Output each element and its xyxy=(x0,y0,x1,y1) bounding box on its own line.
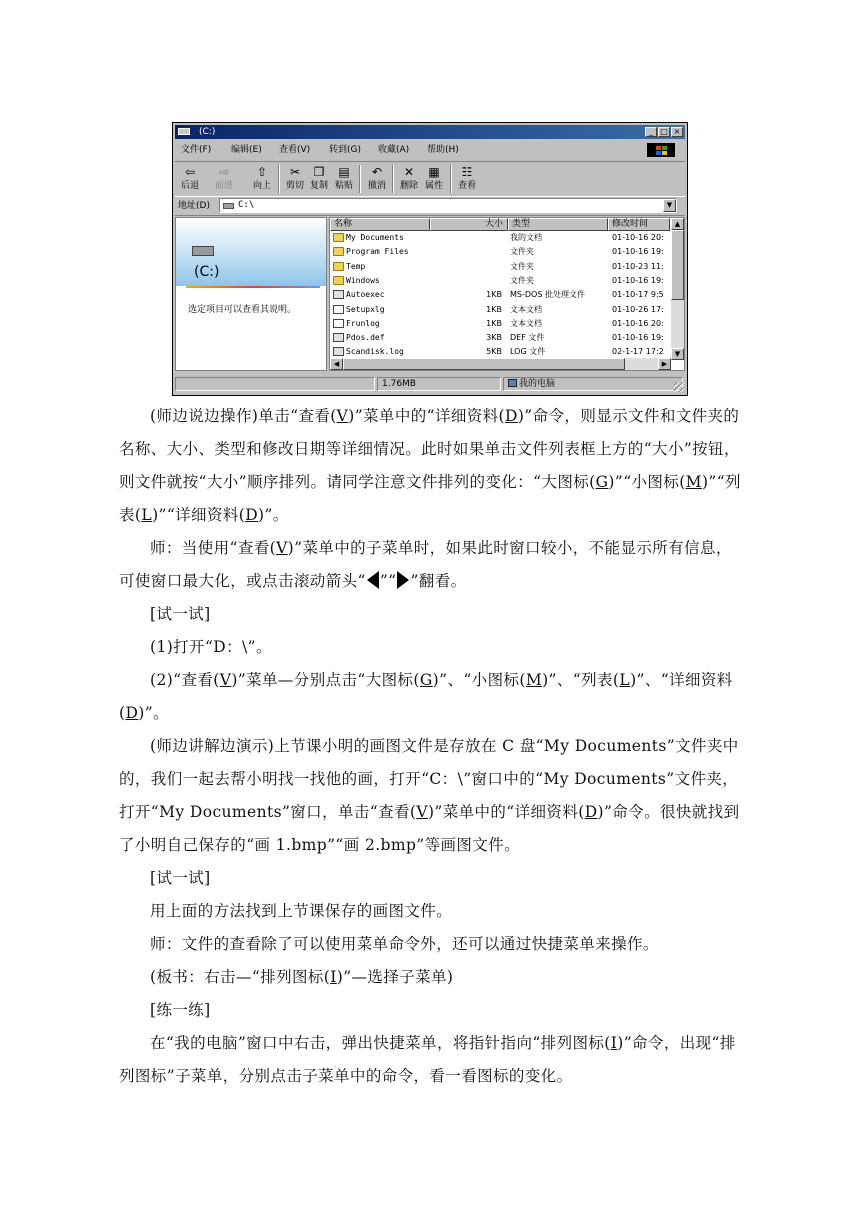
file-name: Windows xyxy=(346,275,380,285)
drive-label: (C:) xyxy=(194,264,220,280)
maximize-button[interactable]: □ xyxy=(658,127,670,137)
file-type: DEF 文件 xyxy=(510,333,545,343)
address-bar xyxy=(175,197,685,216)
paragraph-1: (师边说边操作)单击“查看(V)”菜单中的“详细资料(D)”命令，则显示文件和文件夹的名称、大小、类型和修改日期等详细情况。此时如果单击文件列表框上方的“大小”按钮，则文件就按“大小”顺序排列。请同学注意文件排列的变化：“大图标(G)”“小图标(M)”“列表(L)”“详细资料(D)”。 xyxy=(119,407,741,524)
file-row[interactable] xyxy=(330,288,670,302)
up-folder-icon: ⇧ xyxy=(256,165,268,179)
status-panel-empty xyxy=(175,377,375,391)
folder-icon xyxy=(333,262,344,271)
file-row[interactable] xyxy=(330,331,670,345)
title-bar[interactable] xyxy=(175,125,685,139)
paragraph-7: [试一试] xyxy=(150,869,211,887)
status-size: 1.76MB xyxy=(377,377,501,391)
copy-button[interactable]: ❐ 复制 xyxy=(309,165,328,191)
menu-edit[interactable]: 编辑(E) xyxy=(231,145,262,155)
forward-arrow-icon: ⇨ xyxy=(218,165,230,179)
file-name: Program Files xyxy=(346,247,409,257)
horizontal-scrollbar[interactable] xyxy=(330,358,671,370)
file-type: 文件夹 xyxy=(510,247,534,257)
paragraph-4: (1)打开“D：\”。 xyxy=(150,638,272,656)
file-row[interactable] xyxy=(330,274,670,288)
menu-help[interactable]: 帮助(H) xyxy=(427,145,459,155)
right-arrow-icon xyxy=(397,571,409,589)
window-title: (C:) xyxy=(199,127,216,137)
column-modified[interactable]: 修改时间 xyxy=(608,218,670,231)
file-name: Pdos.def xyxy=(346,333,385,343)
file-size: 3KB xyxy=(486,333,502,343)
file-size: 1KB xyxy=(486,318,502,328)
minimize-button[interactable]: _ xyxy=(645,127,657,137)
column-name[interactable]: 名称 xyxy=(330,218,430,231)
left-arrow-icon xyxy=(367,571,379,589)
back-arrow-icon: ⇦ xyxy=(184,165,196,179)
drive-icon xyxy=(178,128,190,135)
address-dropdown-button[interactable]: ▼ xyxy=(663,199,676,212)
up-button[interactable]: ⇧ 向上 xyxy=(252,165,271,191)
file-type: 文件夹 xyxy=(510,275,534,285)
file-name: Temp xyxy=(346,261,366,271)
file-icon xyxy=(333,347,344,356)
paste-button[interactable]: ▤ 粘贴 xyxy=(334,165,353,191)
undo-button[interactable]: ↶ 撤消 xyxy=(367,165,386,191)
selection-hint: 选定项目可以查看其说明。 xyxy=(188,305,297,315)
web-view-pane xyxy=(175,217,327,371)
back-button[interactable]: ⇦ 后退 xyxy=(180,165,199,191)
scroll-left-icon[interactable]: ◀ xyxy=(330,358,343,370)
scroll-right-icon[interactable]: ▶ xyxy=(658,358,671,370)
explorer-window xyxy=(172,122,688,396)
text-file-icon xyxy=(333,305,344,314)
paragraph-5: (2)“查看(V)”菜单—分别点击“大图标(G)”、“小图标(M)”、“列表(L)”、“详细资料(D)”。 xyxy=(119,671,733,722)
file-modified: 01-10-26 17: xyxy=(612,304,664,314)
paragraph-12: 在“我的电脑”窗口中右击，弹出快捷菜单，将指针指向“排列图标(I)”命令，出现“排列图标”子菜单，分别点击子菜单中的命令，看一看图标的变化。 xyxy=(119,1034,736,1085)
vertical-scrollbar[interactable] xyxy=(671,218,684,360)
windows-logo-icon xyxy=(647,143,675,157)
file-name: Setupxlg xyxy=(346,304,385,314)
status-location xyxy=(503,377,683,391)
file-type: 文本文档 xyxy=(510,318,542,328)
scroll-thumb[interactable] xyxy=(343,358,625,370)
resize-grip-icon[interactable] xyxy=(674,382,684,392)
status-location-text: 我的电脑 xyxy=(519,379,556,389)
file-modified: 01-10-17 9:5 xyxy=(612,290,664,300)
view-button[interactable]: ☷ 查看 xyxy=(457,165,476,191)
paste-icon: ▤ xyxy=(338,165,350,179)
scroll-down-icon[interactable]: ▼ xyxy=(671,348,684,360)
scroll-thumb[interactable] xyxy=(671,230,684,300)
file-type: 我的文档 xyxy=(510,233,542,242)
paragraph-9: 师：文件的查看除了可以使用菜单命令外，还可以通过快捷菜单来操作。 xyxy=(150,935,659,953)
address-input[interactable] xyxy=(219,198,677,213)
address-value: C:\ xyxy=(238,200,255,210)
file-row[interactable] xyxy=(330,231,670,245)
file-name: Autoexec xyxy=(346,290,385,300)
file-type: 文件夹 xyxy=(510,261,534,271)
text-file-icon xyxy=(333,319,344,328)
file-type: LOG 文件 xyxy=(510,347,546,357)
file-modified: 01-10-23 11: xyxy=(612,261,664,271)
colored-divider xyxy=(186,286,320,288)
delete-button[interactable]: ✕ 删除 xyxy=(399,165,418,191)
cut-button[interactable]: ✂ 剪切 xyxy=(285,165,304,191)
file-modified: 02-1-17 17:2 xyxy=(612,347,664,357)
file-type: 文本文档 xyxy=(510,304,542,314)
file-size: 1KB xyxy=(486,290,502,300)
column-type[interactable]: 类型 xyxy=(508,218,608,231)
file-modified: 01-10-16 20: xyxy=(612,233,664,242)
menu-bar xyxy=(175,141,685,159)
file-row[interactable] xyxy=(330,245,670,259)
menu-file[interactable]: 文件(F) xyxy=(181,145,212,155)
paragraph-2: 师：当使用“查看(V)”菜单中的子菜单时，如果此时窗口较小，不能显示所有信息，可使窗口最大化，或点击滚动箭头“ ”“ ”翻看。 xyxy=(119,539,732,590)
properties-icon: ▦ xyxy=(428,165,440,179)
paragraph-11: [练一练] xyxy=(150,1001,211,1019)
paragraph-10: (板书：右击—“排列图标(I)”—选择子菜单) xyxy=(150,968,454,986)
hard-drive-icon xyxy=(192,246,214,256)
file-modified: 01-10-16 19: xyxy=(612,275,664,285)
folder-icon xyxy=(333,276,344,285)
view-icon: ☷ xyxy=(461,165,473,179)
properties-button[interactable]: ▦ 属性 xyxy=(424,165,443,191)
file-modified: 01-10-16 19: xyxy=(612,333,664,343)
close-button[interactable]: × xyxy=(671,127,683,137)
paragraph-8: 用上面的方法找到上节课保存的画图文件。 xyxy=(150,902,453,920)
menu-view[interactable]: 查看(V) xyxy=(279,145,311,155)
paragraph-3: [试一试] xyxy=(150,605,211,623)
paragraph-6: (师边讲解边演示)上节课小明的画图文件是存放在 C 盘“My Documents”文件夹中的，我们一起去帮小明找一找他的画，打开“C：\”窗口中的“My Documents”文件夹，打开“My Documents”窗口，单击“查看(V)”菜单中的“详细资料(D)”命令。很快就找到了小明自己保存的“画 1.bmp”“画 2.bmp”等画图文件。 xyxy=(119,737,740,854)
file-icon xyxy=(333,290,344,299)
copy-icon: ❐ xyxy=(313,165,325,179)
my-computer-icon xyxy=(508,379,517,387)
undo-icon: ↶ xyxy=(371,165,383,179)
file-row[interactable] xyxy=(330,303,670,317)
scissors-icon: ✂ xyxy=(289,165,301,179)
menu-favorites[interactable]: 收藏(A) xyxy=(378,145,410,155)
file-size: 1KB xyxy=(486,304,502,314)
file-row[interactable] xyxy=(330,317,670,331)
file-row[interactable] xyxy=(330,260,670,274)
file-list xyxy=(329,217,685,371)
delete-icon: ✕ xyxy=(403,165,415,179)
address-label: 地址(D) xyxy=(178,201,210,211)
file-modified: 01-10-16 20: xyxy=(612,318,664,328)
file-modified: 01-10-16 19: xyxy=(612,247,664,257)
status-bar xyxy=(175,375,685,393)
file-icon xyxy=(333,333,344,342)
toolbar xyxy=(175,161,685,197)
menu-go[interactable]: 转到(G) xyxy=(329,145,361,155)
file-name: Scandisk.log xyxy=(346,347,404,357)
folder-icon xyxy=(333,233,344,242)
file-name: Frunlog xyxy=(346,318,380,328)
file-type: MS-DOS 批处理文件 xyxy=(510,290,585,300)
forward-button[interactable]: ⇨ 前进 xyxy=(214,165,233,191)
file-name: My Documents xyxy=(346,233,404,242)
file-size: 5KB xyxy=(486,347,502,357)
scroll-up-icon[interactable]: ▲ xyxy=(671,218,684,230)
column-size[interactable]: 大小 xyxy=(430,218,508,231)
drive-icon xyxy=(223,203,234,209)
folder-icon xyxy=(333,247,344,256)
